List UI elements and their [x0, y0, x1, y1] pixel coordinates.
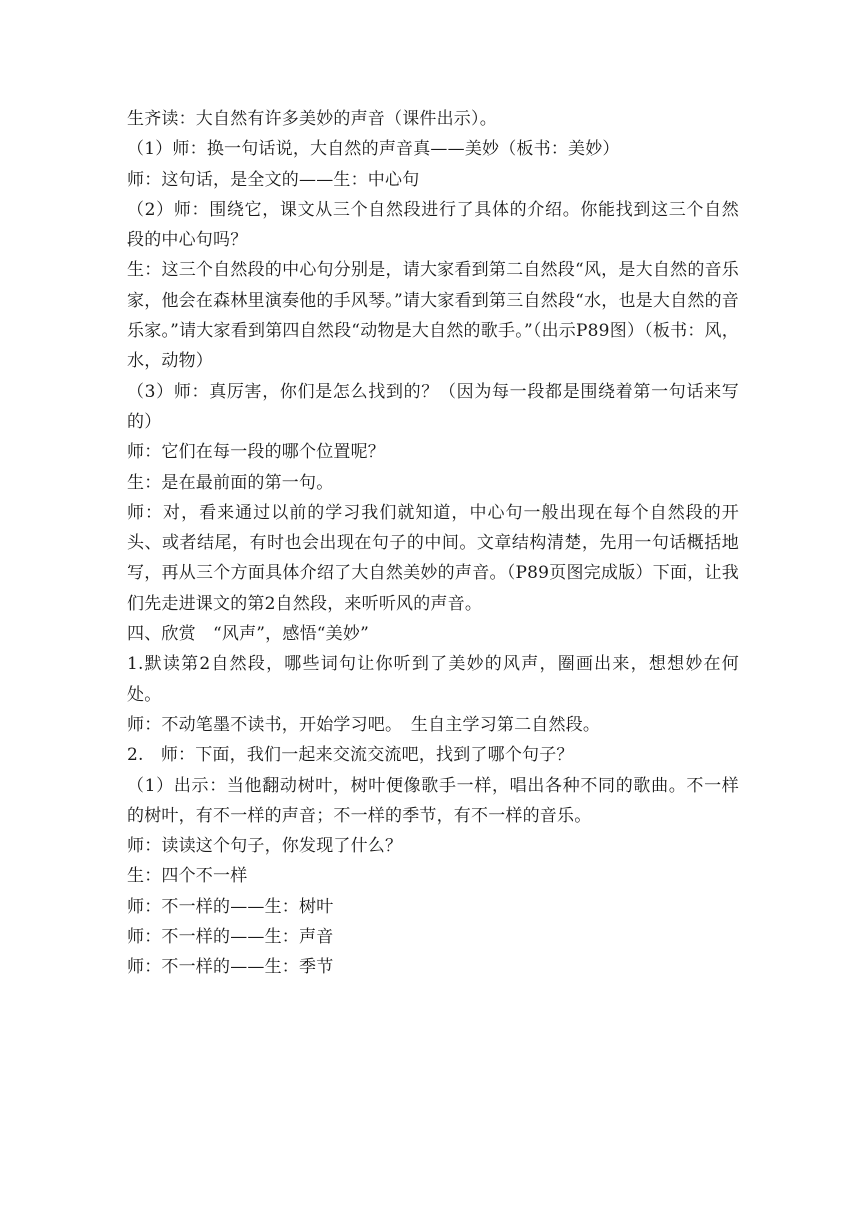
paragraph: 师：这句话，是全文的——生：中心句	[127, 169, 420, 190]
paragraph: 生：四个不一样	[127, 866, 248, 887]
paragraph: （2）师：围绕它，课文从三个自然段进行了具体的介绍。你能找到这三个自然段的中心句吗？	[127, 199, 739, 251]
paragraph: 师：不动笔墨不读书，开始学习吧。 生自主学习第二自然段。	[127, 714, 601, 735]
paragraph: 2. 师：下面，我们一起来交流交流吧，找到了哪个句子？	[127, 745, 574, 766]
paragraph: 师：它们在每一段的哪个位置呢？	[127, 442, 385, 463]
paragraph: 师：对，看来通过以前的学习我们就知道，中心句一般出现在每个自然段的开头、或者结尾，有时也会出现在句子的中间。文章结构清楚，先用一句话概括地写，再从三个方面具体介绍了大自然美妙的声音。（P89页图完成版）下面，让我们先走进课文的第2自然段，来听听风的声音。	[127, 502, 739, 614]
paragraph: 师：读读这个句子，你发现了什么？	[127, 836, 403, 857]
paragraph: 师：不一样的——生：声音	[127, 927, 334, 948]
paragraph: （1）师：换一句话说，大自然的声音真——美妙（板书：美妙）	[127, 139, 620, 160]
paragraph: （3）师：真厉害，你们是怎么找到的？（因为每一段都是围绕着第一句话来写的）	[127, 381, 739, 432]
paragraph: （1）出示：当他翻动树叶，树叶便像歌手一样，唱出各种不同的歌曲。不一样的树叶，有不一样的声音；不一样的季节，有不一样的音乐。	[127, 775, 739, 826]
document-body	[127, 104, 739, 983]
section-heading: 四、欣赏 “风声”，感悟“美妙”	[127, 624, 369, 645]
paragraph: 师：不一样的——生：树叶	[127, 896, 334, 917]
paragraph: 1.默读第2自然段，哪些词句让你听到了美妙的风声，圈画出来，想想妙在何处。	[127, 654, 739, 705]
paragraph: 生齐读：大自然有许多美妙的声音（课件出示）。	[127, 109, 497, 129]
paragraph: 生：是在最前面的第一句。	[127, 472, 334, 493]
paragraph: 师：不一样的——生：季节	[127, 957, 334, 978]
paragraph: 生：这三个自然段的中心句分别是，请大家看到第二自然段“风，是大自然的音乐家，他会在森林里演奏他的手风琴。”请大家看到第三自然段“水，也是大自然的音乐家。”请大家看到第四自然段“动物是大自然的歌手。”（出示P89图）（板书：风，水，动物）	[127, 260, 739, 372]
